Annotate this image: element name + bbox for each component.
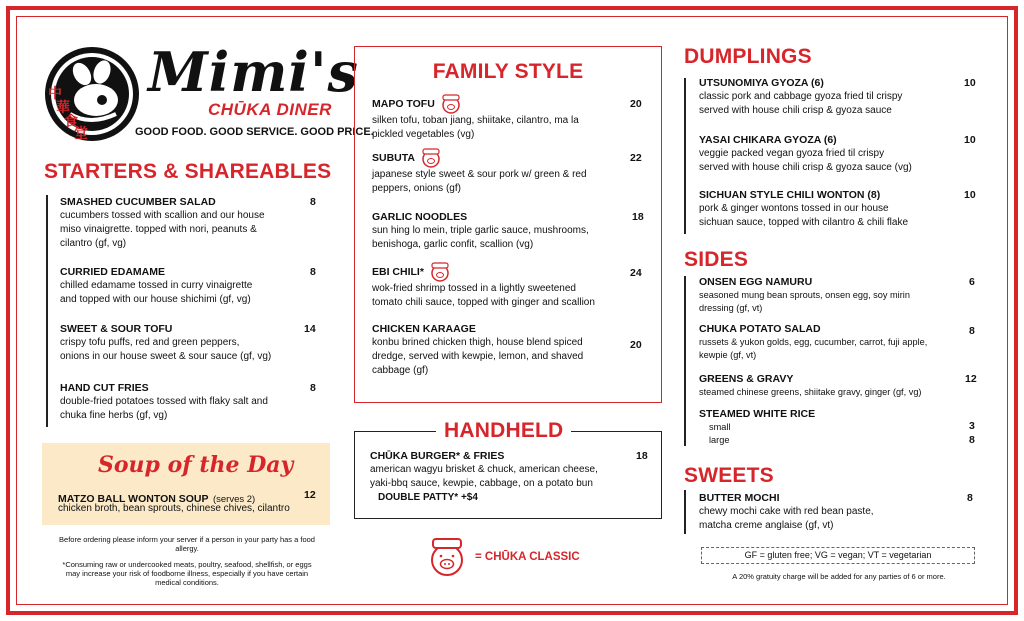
item-desc: peppers, onions (gf) (372, 183, 461, 194)
item-name: STEAMED WHITE RICE (699, 408, 816, 420)
item-price: 6 (969, 276, 975, 288)
sweets-title: SWEETS (684, 464, 774, 487)
family-item-5 (372, 323, 652, 378)
dumplings-divider (684, 78, 686, 234)
item-desc: small (709, 422, 731, 432)
item-desc: benishoga, garlic confit, scallion (vg) (372, 239, 534, 250)
item-desc: miso vinaigrette. topped with nori, peanuts & (60, 224, 257, 235)
handheld-item (370, 450, 656, 504)
family-item-4 (372, 262, 652, 310)
dumpling-item-2 (699, 134, 979, 175)
chuka-classic-icon (424, 536, 470, 578)
side-item-4 (699, 408, 979, 447)
starters-divider (46, 195, 48, 427)
item-price-small: 3 (969, 420, 975, 432)
item-desc: matcha creme anglaise (gf, vt) (699, 520, 834, 531)
item-price: 12 (965, 373, 977, 385)
item-name: SWEET & SOUR TOFU (60, 323, 173, 335)
item-name: EBI CHILI* (372, 265, 424, 278)
starter-item-3 (60, 323, 330, 364)
item-name: BUTTER MOCHI (699, 492, 780, 504)
item-price: 18 (636, 450, 648, 462)
dumpling-item-3 (699, 189, 979, 230)
item-desc: served with house chili crisp & gyoza sauce (vg) (699, 162, 912, 173)
item-desc: konbu brined chicken thigh, house blend spiced (372, 337, 583, 348)
sides-title: SIDES (684, 248, 749, 271)
family-item-3 (372, 211, 652, 252)
item-desc: cucumbers tossed with scallion and our house (60, 210, 265, 221)
item-name: MAPO TOFU (372, 97, 435, 110)
item-desc: japanese style sweet & sour pork w/ green & red (372, 169, 587, 180)
item-price: 20 (630, 98, 642, 110)
item-desc: and topped with our house shichimi (gf, vg) (60, 294, 251, 305)
item-name: SUBUTA (372, 151, 415, 164)
item-name: YASAI CHIKARA GYOZA (6) (699, 134, 837, 146)
note-line: allergy. (175, 544, 199, 553)
soup-title: Soup of the Day (98, 452, 294, 478)
item-price-large: 8 (969, 434, 975, 446)
item-desc: chilled edamame tossed in curry vinaigrette (60, 280, 253, 291)
item-desc: dredge, served with kewpie, lemon, and shaved (372, 351, 584, 362)
item-desc: seasoned mung bean sprouts, onsen egg, soy mirin (699, 290, 910, 300)
item-desc: pork & ginger wontons tossed in our house (699, 203, 889, 214)
item-desc: classic pork and cabbage gyoza fried til crispy (699, 91, 903, 102)
item-price: 10 (964, 77, 976, 89)
note-line: Before ordering please inform your server if a person in your party has a food (59, 535, 315, 544)
item-desc: served with house chili crisp & gyoza sauce (699, 105, 892, 116)
item-desc: crispy tofu puffs, red and green peppers, (60, 337, 240, 348)
sweets-divider (684, 490, 686, 534)
item-desc: yaki-bbq sauce, kewpie, cabbage, on a potato bun (370, 478, 593, 489)
chuka-classic-icon (427, 262, 453, 282)
item-desc: wok-fried shrimp tossed in a lightly sweetened (372, 283, 576, 294)
item-desc: dressing (gf, vt) (699, 303, 763, 313)
allergy-note (34, 535, 340, 553)
item-name: HAND CUT FRIES (60, 382, 149, 394)
soup-of-the-day-box (42, 443, 330, 525)
family-style-title: FAMILY STYLE (432, 60, 584, 83)
item-price: 20 (630, 339, 642, 351)
chuka-classic-icon (418, 148, 444, 168)
starter-item-2 (60, 266, 330, 307)
brand-tagline: GOOD FOOD. GOOD SERVICE. GOOD PRICE. (135, 126, 374, 138)
item-desc: large (709, 435, 730, 445)
logo (40, 40, 374, 150)
brand-name: Mimi's (148, 40, 359, 104)
cjk-char-1: 中 (48, 85, 62, 101)
family-item-1 (372, 94, 652, 142)
soup-price: 12 (304, 489, 316, 501)
item-name: ONSEN EGG NAMURU (699, 276, 813, 288)
item-desc: silken tofu, toban jiang, shiitake, cilantro, ma la (372, 115, 579, 126)
note-line: medical conditions. (155, 578, 219, 587)
item-name: UTSUNOMIYA GYOZA (6) (699, 77, 824, 89)
family-item-2 (372, 148, 652, 196)
item-desc: sun hing lo mein, triple garlic sauce, mushrooms, (372, 225, 589, 236)
item-desc: double-fried potatoes tossed with flaky salt and (60, 396, 268, 407)
item-desc: russets & yukon golds, egg, cucumber, carrot, fuji apple, (699, 337, 928, 347)
item-name: CURRIED EDAMAME (60, 266, 165, 278)
item-desc: chuka fine herbs (gf, vg) (60, 410, 168, 421)
item-name: GREENS & GRAVY (699, 373, 794, 385)
item-name: GARLIC NOODLES (372, 211, 468, 223)
sweets-item (699, 492, 979, 533)
item-price: 8 (310, 382, 316, 394)
note-line: *Consuming raw or undercooked meats, poultry, seafood, shellfish, or eggs (62, 560, 312, 569)
starter-item-4 (60, 382, 330, 423)
side-item-2 (699, 323, 979, 362)
side-item-3 (699, 373, 979, 399)
raw-food-note (34, 560, 340, 587)
soup-serves: (serves 2) (212, 494, 256, 505)
item-name: CHUKA POTATO SALAD (699, 323, 821, 335)
dumplings-title: DUMPLINGS (684, 45, 812, 68)
item-price: 8 (310, 266, 316, 278)
item-name: CHICKEN KARAAGE (372, 323, 476, 335)
item-desc: american wagyu brisket & chuck, american cheese, (370, 464, 598, 475)
dietary-key: GF = gluten free; VG = vegan; VT = vegetarian (744, 550, 932, 560)
item-price: 22 (630, 152, 642, 164)
item-desc: kewpie (gf, vt) (699, 350, 757, 360)
item-price: 18 (632, 211, 644, 223)
cjk-char-3: 食 (64, 113, 78, 129)
item-name: SICHUAN STYLE CHILI WONTON (8) (699, 189, 881, 201)
item-extra: DOUBLE PATTY* +$4 (378, 492, 478, 503)
note-line: may increase your risk of foodborne illness, especially if you have certain (65, 569, 309, 578)
item-desc: steamed chinese greens, shiitake gravy, ginger (gf, vg) (699, 387, 922, 397)
item-name: CHŪKA BURGER* & FRIES (370, 450, 505, 462)
item-desc: pickled vegetables (vg) (372, 129, 475, 140)
soup-desc: chicken broth, bean sprouts, chinese chives, cilantro (58, 503, 290, 514)
item-price: 8 (967, 492, 973, 504)
soup-name: MATZO BALL WONTON SOUP (58, 493, 209, 505)
item-desc: onions in our house sweet & sour sauce (gf, vg) (60, 351, 272, 362)
starter-item-1 (60, 196, 330, 251)
starters-title: STARTERS & SHAREABLES (44, 160, 332, 183)
cjk-char-4: 堂 (74, 125, 88, 141)
item-desc: sichuan sauce, topped with cilantro & chili flake (699, 217, 909, 228)
chuka-classic-legend (424, 536, 580, 578)
sides-divider (684, 276, 686, 446)
item-price: 10 (964, 189, 976, 201)
gratuity-note: A 20% gratuity charge will be added for any parties of 6 or more. (732, 572, 946, 581)
item-desc: chewy mochi cake with red bean paste, (699, 506, 874, 517)
handheld-title: HANDHELD (436, 419, 571, 443)
item-name: SMASHED CUCUMBER SALAD (60, 196, 216, 208)
legend-label: = CHŪKA CLASSIC (475, 551, 580, 563)
item-price: 24 (630, 267, 642, 279)
item-price: 10 (964, 134, 976, 146)
item-price: 14 (304, 323, 316, 335)
item-price: 8 (310, 196, 316, 208)
brand-subtitle: CHŪKA DINER (208, 100, 332, 119)
dietary-key-box (701, 547, 975, 564)
item-desc: cilantro (gf, vg) (60, 238, 127, 249)
item-desc: tomato chili sauce, topped with ginger and scallion (372, 297, 595, 308)
item-desc: veggie packed vegan gyoza fried til crispy (699, 148, 885, 159)
item-price: 8 (969, 325, 975, 337)
side-item-1 (699, 276, 979, 315)
item-desc: cabbage (gf) (372, 365, 429, 376)
dumpling-item-1 (699, 77, 979, 118)
cjk-char-2: 華 (56, 99, 70, 115)
chuka-classic-icon (438, 94, 464, 114)
